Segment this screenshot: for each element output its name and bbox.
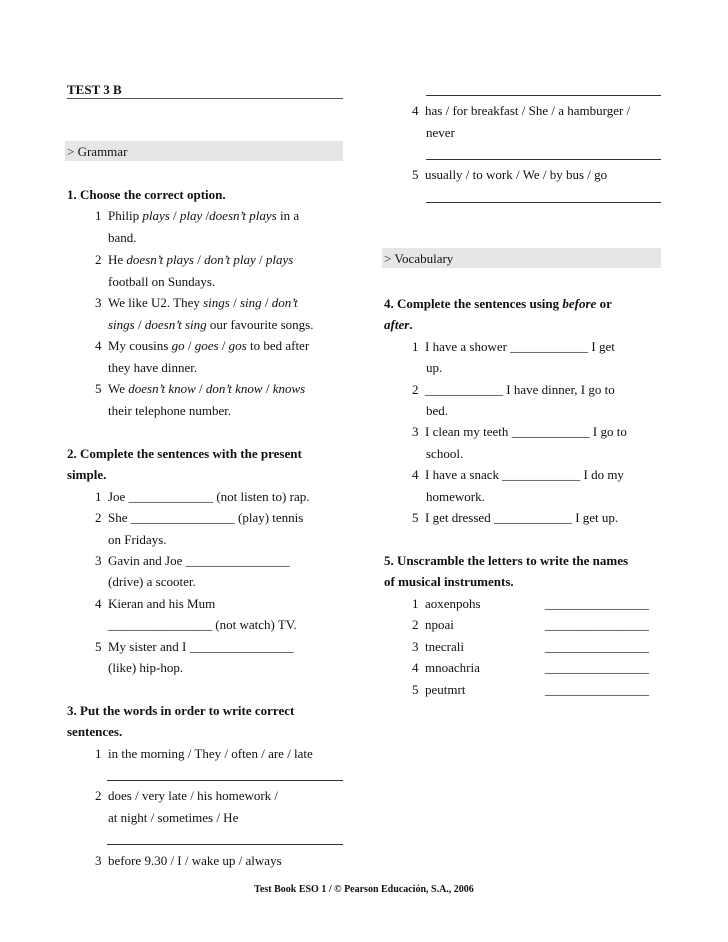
ex4-item-2: 2 ____________ I have dinner, I go to (412, 382, 615, 397)
ex5-item-4: 4 mnoachria (412, 660, 480, 675)
ex5-blank-3: ________________ (545, 639, 649, 654)
ex2-item-2-cont: on Fridays. (108, 532, 167, 547)
ex3-answer-line-5 (426, 202, 661, 203)
ex1-heading: 1. Choose the correct option. (67, 187, 226, 202)
ex4-heading: 4. Complete the sentences using before or (384, 296, 612, 311)
vocabulary-section-label: > Vocabulary (384, 251, 454, 266)
ex3-heading-2: sentences. (67, 724, 123, 739)
ex5-blank-1: ________________ (545, 596, 649, 611)
ex1-item-4: 4 My cousins go / goes / gos to bed after (95, 338, 310, 353)
ex1-item-1-cont: band. (108, 230, 137, 245)
ex4-item-1: 1 I have a shower ____________ I get (412, 339, 615, 354)
title-rule (67, 98, 343, 99)
ex1-item-4-cont: they have dinner. (108, 360, 198, 375)
ex3-answer-line-3 (426, 95, 661, 96)
ex5-item-2: 2 npoai (412, 617, 454, 632)
ex3-item-4-cont: never (426, 125, 455, 140)
ex3-item-5: 5 usually / to work / We / by bus / go (412, 167, 608, 182)
ex5-heading-1: 5. Unscramble the letters to write the names (384, 553, 629, 568)
ex5-blank-2: ________________ (545, 617, 649, 632)
page-title: TEST 3 B (67, 82, 122, 97)
ex1-item-2-cont: football on Sundays. (108, 274, 216, 289)
ex4-item-4: 4 I have a snack ____________ I do my (412, 467, 624, 482)
ex5-item-3: 3 tnecrali (412, 639, 464, 654)
grammar-section-bar (65, 141, 343, 161)
ex4-item-1-cont: up. (426, 360, 443, 375)
ex3-item-3: 3 before 9.30 / I / wake up / always (95, 853, 282, 868)
ex2-item-5-cont: (like) hip-hop. (108, 660, 184, 675)
ex2-heading-2: simple. (67, 467, 107, 482)
ex1-item-5-cont: their telephone number. (108, 403, 232, 418)
ex1-item-5: 5 We doesn’t know / don’t know / knows (95, 381, 306, 396)
ex3-item-2: 2 does / very late / his homework / (95, 788, 279, 803)
ex5-blank-5: ________________ (545, 682, 649, 697)
ex4-item-3-cont: school. (426, 446, 464, 461)
ex3-item-2-cont: at night / sometimes / He (108, 810, 239, 825)
ex3-answer-line-1 (107, 780, 343, 781)
ex4-heading-cont: after. (384, 317, 413, 332)
ex1-item-2: 2 He doesn’t plays / don’t play / plays (95, 252, 294, 267)
ex3-heading-1: 3. Put the words in order to write correct (67, 703, 295, 718)
ex2-item-3-cont: (drive) a scooter. (108, 574, 196, 589)
ex5-item-5: 5 peutmrt (412, 682, 466, 697)
ex4-item-4-cont: homework. (426, 489, 485, 504)
vocabulary-section-bar (382, 248, 661, 268)
ex1-item-1: 1 Philip plays / play /doesn’t plays in a (95, 208, 300, 223)
ex2-item-1: 1 Joe _____________ (not listen to) rap. (95, 489, 310, 504)
ex3-item-1: 1 in the morning / They / often / are / late (95, 746, 313, 761)
ex4-item-3: 3 I clean my teeth ____________ I go to (412, 424, 627, 439)
ex4-item-2-cont: bed. (426, 403, 449, 418)
ex2-heading-1: 2. Complete the sentences with the present (67, 446, 302, 461)
page-footer: Test Book ESO 1 / © Pearson Educación, S.A., 2006 (254, 884, 474, 895)
ex4-item-5: 5 I get dressed ____________ I get up. (412, 510, 619, 525)
ex5-blank-4: ________________ (545, 660, 649, 675)
ex2-item-3: 3 Gavin and Joe ________________ (95, 553, 290, 568)
ex1-item-3-cont: sings / doesn’t sing our favourite songs. (108, 317, 314, 332)
ex5-item-1: 1 aoxenpohs (412, 596, 481, 611)
ex3-answer-line-2 (107, 844, 343, 845)
grammar-section-label: > Grammar (67, 144, 128, 159)
ex2-item-4: 4 Kieran and his Mum (95, 596, 216, 611)
ex5-heading-2: of musical instruments. (384, 574, 514, 589)
ex2-item-5: 5 My sister and I ________________ (95, 639, 294, 654)
ex1-item-3: 3 We like U2. They sings / sing / don’t (95, 295, 298, 310)
ex2-item-2: 2 She ________________ (play) tennis (95, 510, 304, 525)
ex2-item-4-cont: ________________ (not watch) TV. (108, 617, 297, 632)
ex3-item-4: 4 has / for breakfast / She / a hamburger / (412, 103, 631, 118)
ex3-answer-line-4 (426, 159, 661, 160)
